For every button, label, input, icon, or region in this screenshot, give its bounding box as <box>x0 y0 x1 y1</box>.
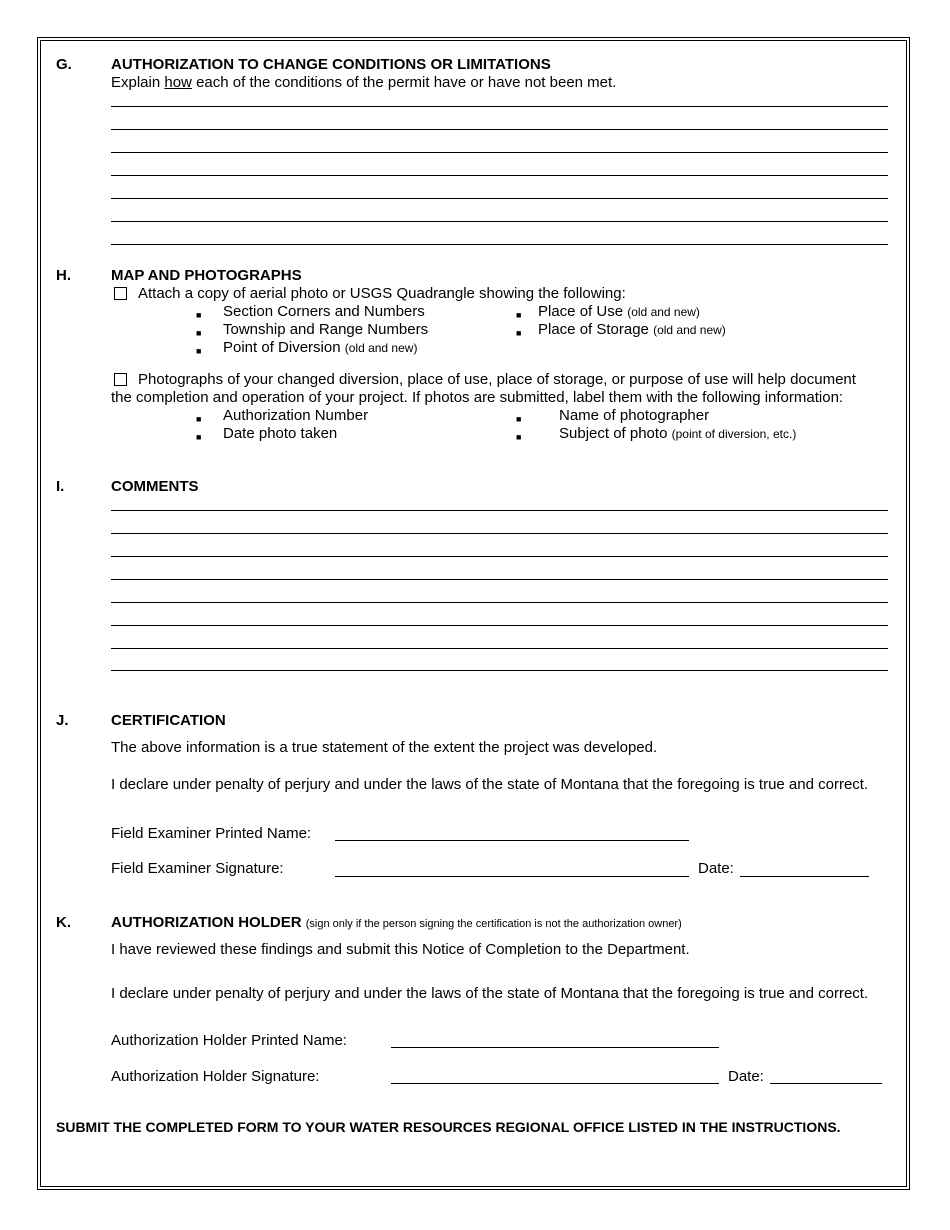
holder-date-input[interactable] <box>770 1083 882 1084</box>
section-k-heading-note: (sign only if the person signing the certification is not the authorization owner) <box>305 918 682 930</box>
field-examiner-name-input[interactable] <box>335 840 689 841</box>
photo-item-left <box>223 425 337 443</box>
field-examiner-date-label: Date: <box>698 860 734 877</box>
item-label: Date photo taken <box>223 425 338 442</box>
item-note: (point of diversion, etc.) <box>671 427 797 441</box>
bullet-icon: ■ <box>196 432 202 442</box>
instruction-text: Explain <box>111 74 165 91</box>
holder-name-input[interactable] <box>391 1047 719 1048</box>
bullet-icon: ■ <box>196 310 202 320</box>
item-label: Point of Diversion <box>223 339 341 356</box>
item-note: (old and new) <box>653 323 726 337</box>
section-g-instruction <box>111 74 616 92</box>
item-label: Township and Range Numbers <box>223 321 429 338</box>
item-note: (old and new) <box>627 305 700 319</box>
map-option-checkbox[interactable] <box>114 287 127 300</box>
bullet-icon: ■ <box>196 328 202 338</box>
comment-line[interactable] <box>111 625 888 626</box>
section-g-letter: G. <box>56 56 72 73</box>
photo-item-left <box>223 407 368 425</box>
authorization-holder-statement: I have reviewed these findings and submit this Notice of Completion to the Department. <box>111 941 690 958</box>
map-item-right <box>538 303 700 321</box>
map-item-left <box>223 303 425 321</box>
instruction-underlined: how <box>164 74 192 91</box>
section-h-heading: MAP AND PHOTOGRAPHS <box>111 267 302 284</box>
photo-item-right <box>559 407 709 425</box>
comment-line[interactable] <box>111 579 888 580</box>
map-item-left <box>223 321 428 339</box>
holder-signature-label: Authorization Holder Signature: <box>111 1068 320 1085</box>
holder-name-label: Authorization Holder Printed Name: <box>111 1032 347 1049</box>
map-item-left <box>223 339 417 357</box>
item-label: Section Corners and Numbers <box>223 303 425 320</box>
map-item-right <box>538 321 726 339</box>
certification-declaration: I declare under penalty of perjury and under the laws of the state of Montana that the foregoing is true and correct. <box>111 776 869 793</box>
answer-line[interactable] <box>111 152 888 153</box>
section-k-letter: K. <box>56 914 71 931</box>
page-border-inner <box>40 40 907 1187</box>
answer-line[interactable] <box>111 129 888 130</box>
submission-instruction: SUBMIT THE COMPLETED FORM TO YOUR WATER RESOURCES REGIONAL OFFICE LISTED IN THE INSTRUCTIONS. <box>56 1119 841 1135</box>
bullet-icon: ■ <box>196 346 202 356</box>
section-i-heading: COMMENTS <box>111 478 199 495</box>
item-label: Place of Storage <box>538 321 649 338</box>
bullet-icon: ■ <box>516 328 522 338</box>
photo-option-checkbox[interactable] <box>114 373 127 386</box>
instruction-text: each of the conditions of the permit have or have not been met. <box>191 74 617 91</box>
section-i-letter: I. <box>56 478 65 495</box>
comment-line[interactable] <box>111 670 888 671</box>
authorization-holder-declaration: I declare under penalty of perjury and under the laws of the state of Montana that the foregoing is true and correct. <box>111 985 869 1002</box>
section-g-heading: AUTHORIZATION TO CHANGE CONDITIONS OR LIMITATIONS <box>111 56 551 73</box>
holder-signature-input[interactable] <box>391 1083 719 1084</box>
certification-statement: The above information is a true statement of the extent the project was developed. <box>111 739 658 756</box>
comment-line[interactable] <box>111 602 888 603</box>
section-h-letter: H. <box>56 267 71 284</box>
section-j-letter: J. <box>56 712 69 729</box>
section-j-heading: CERTIFICATION <box>111 712 226 729</box>
comment-line[interactable] <box>111 556 888 557</box>
holder-date-label: Date: <box>728 1068 764 1085</box>
answer-line[interactable] <box>111 175 888 176</box>
comment-line[interactable] <box>111 510 888 511</box>
photo-option-line2: the completion and operation of your project. If photos are submitted, label them with the following information: <box>111 389 844 406</box>
answer-line[interactable] <box>111 106 888 107</box>
bullet-icon: ■ <box>516 414 522 424</box>
bullet-icon: ■ <box>516 310 522 320</box>
section-k-heading-group <box>111 914 682 931</box>
item-label: Name of photographer <box>559 407 710 424</box>
bullet-icon: ■ <box>516 432 522 442</box>
answer-line[interactable] <box>111 244 888 245</box>
photo-option-line1: Photographs of your changed diversion, place of use, place of storage, or purpose of use will help document <box>138 371 856 388</box>
bullet-icon: ■ <box>196 414 202 424</box>
comment-line[interactable] <box>111 648 888 649</box>
comment-line[interactable] <box>111 533 888 534</box>
field-examiner-signature-input[interactable] <box>335 876 689 877</box>
section-k-heading: AUTHORIZATION HOLDER <box>111 914 302 931</box>
item-label: Authorization Number <box>223 407 369 424</box>
item-note: (old and new) <box>344 341 418 355</box>
field-examiner-signature-label: Field Examiner Signature: <box>111 860 284 877</box>
field-examiner-date-input[interactable] <box>740 876 869 877</box>
field-examiner-name-label: Field Examiner Printed Name: <box>111 825 312 842</box>
answer-line[interactable] <box>111 198 888 199</box>
answer-line[interactable] <box>111 221 888 222</box>
item-label: Subject of photo <box>559 425 668 442</box>
map-option-label: Attach a copy of aerial photo or USGS Quadrangle showing the following: <box>138 285 626 302</box>
photo-item-right <box>559 425 796 443</box>
item-label: Place of Use <box>538 303 624 320</box>
